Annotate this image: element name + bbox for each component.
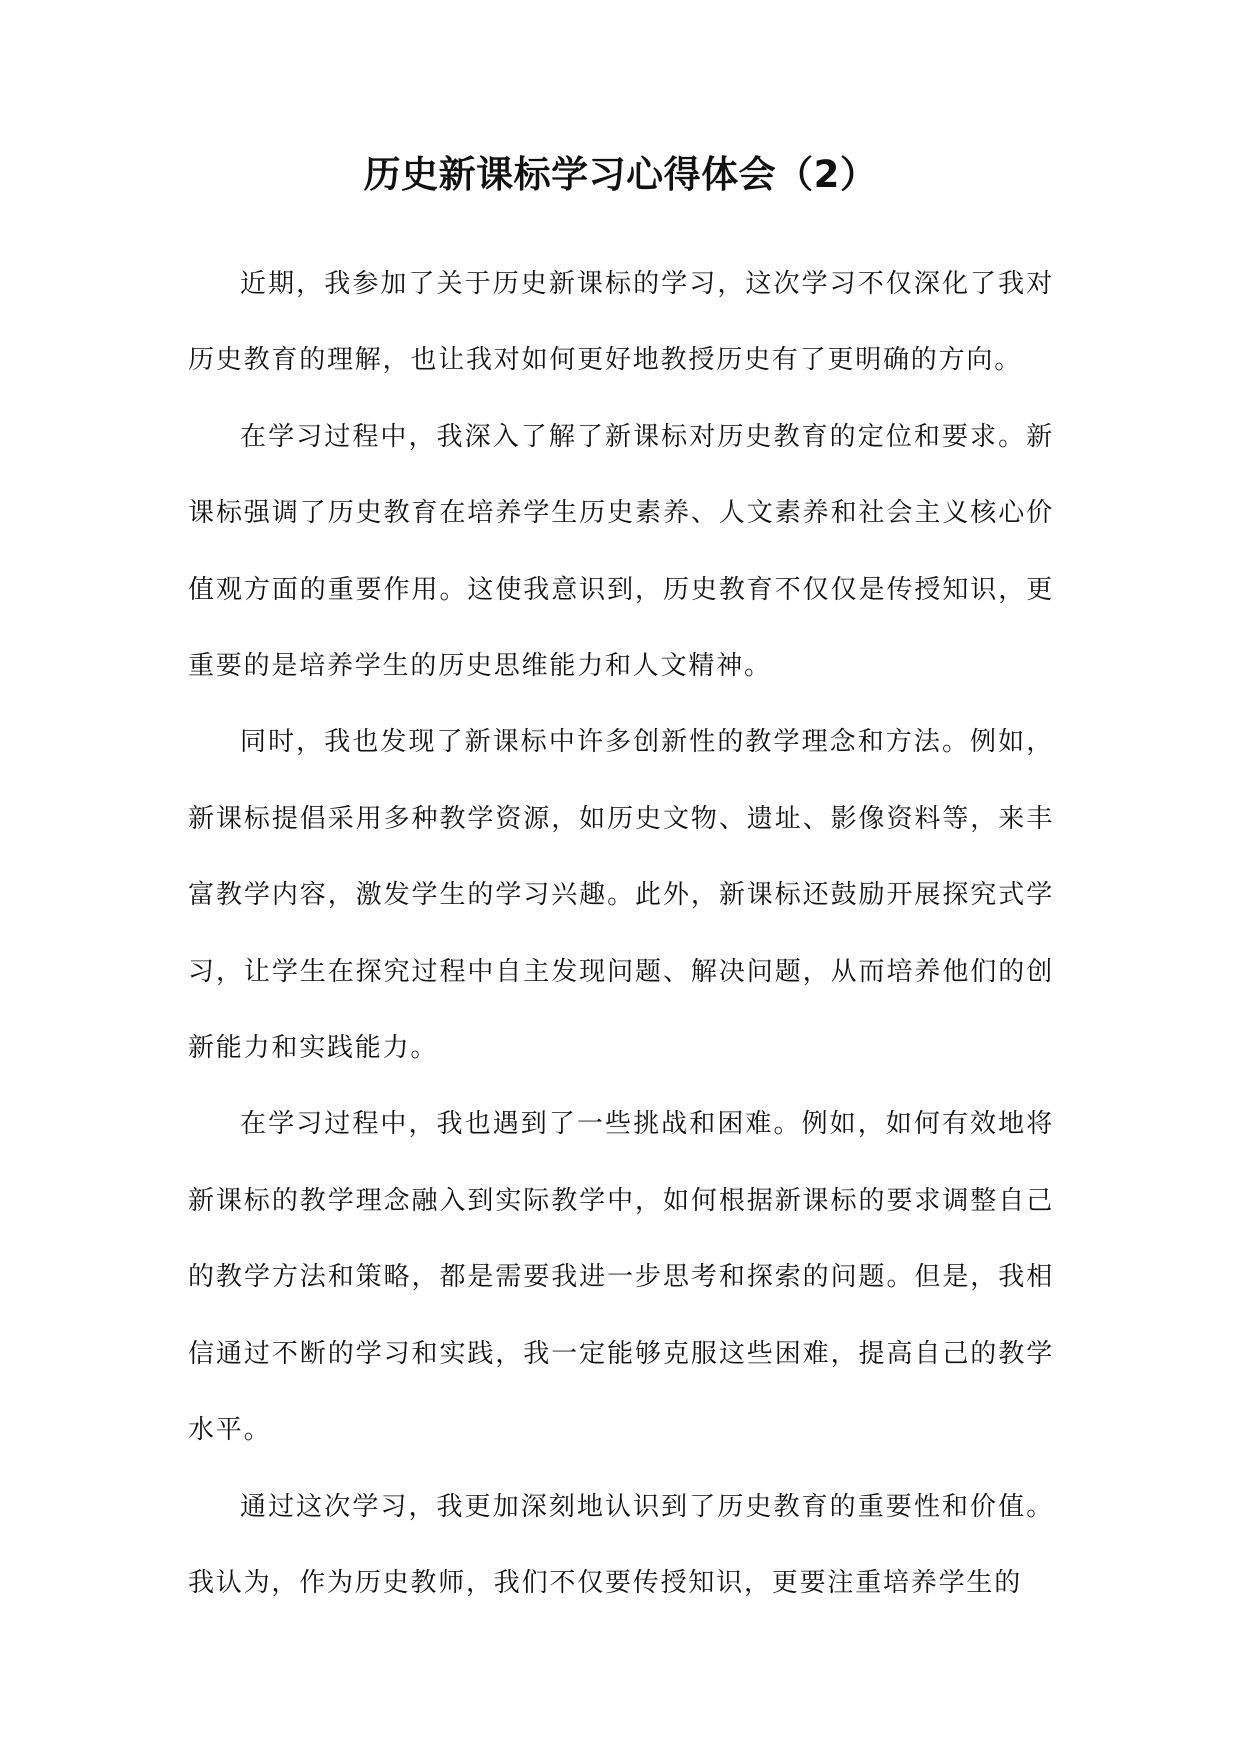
paragraph-5: 通过这次学习，我更加深刻地认识到了历史教育的重要性和价值。我认为，作为历史教师，我们不仅要传授知识，更要注重培养学生的 — [188, 1491, 1054, 1598]
paragraph-1: 近期，我参加了关于历史新课标的学习，这次学习不仅深化了我对历史教育的理解，也让我对如何更好地教授历史有了更明确的方向。 — [188, 269, 1054, 376]
paragraph-2: 在学习过程中，我深入了解了新课标对历史教育的定位和要求。新课标强调了历史教育在培养学生历史素养、人文素养和社会主义核心价值观方面的重要作用。这使我意识到，历史教育不仅仅是传授知识，更重要的是培养学生的历史思维能力和人文精神。 — [188, 421, 1054, 682]
document-body — [188, 246, 1054, 1621]
paragraph-4: 在学习过程中，我也遇到了一些挑战和困难。例如，如何有效地将新课标的教学理念融入到实际教学中，如何根据新课标的要求调整自己的教学方法和策略，都是需要我进一步思考和探索的问题。但是，我相信通过不断的学习和实践，我一定能够克服这些困难，提高自己的教学水平。 — [188, 1109, 1054, 1446]
paragraph-3: 同时，我也发现了新课标中许多创新性的教学理念和方法。例如，新课标提倡采用多种教学资源，如历史文物、遗址、影像资料等，来丰富教学内容，激发学生的学习兴趣。此外，新课标还鼓励开展探究式学习，让学生在探究过程中自主发现问题、解决问题，从而培养他们的创新能力和实践能力。 — [188, 727, 1054, 1064]
document-title: 历史新课标学习心得体会（2） — [363, 153, 878, 196]
